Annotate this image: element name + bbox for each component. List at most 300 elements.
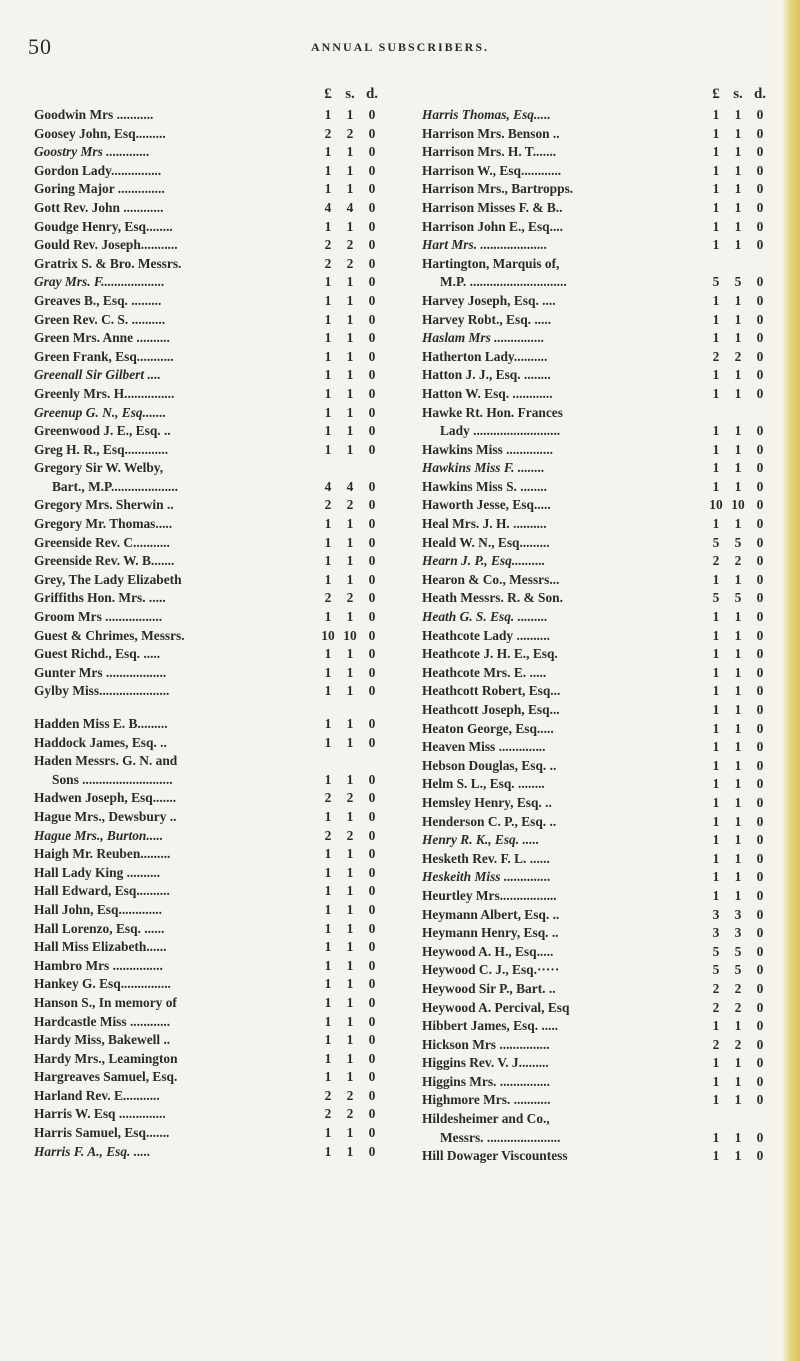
shillings-value: 1	[734, 813, 742, 829]
pounds-value: 1	[324, 516, 332, 532]
subscriber-row	[34, 366, 398, 385]
shillings-value: 1	[734, 571, 742, 587]
subscriber-name: Hill Dowager Viscountess	[422, 1148, 568, 1164]
subscriber-row	[422, 422, 786, 441]
subscriber-row	[34, 1143, 398, 1162]
subscriber-row	[34, 627, 398, 646]
pounds-value: 1	[324, 144, 332, 160]
shillings-value: 1	[346, 181, 354, 197]
subscriber-row	[34, 199, 398, 218]
pence-value: 0	[756, 553, 764, 569]
shillings-value: 1	[346, 1050, 354, 1066]
pounds-value: 4	[324, 199, 332, 215]
pence-value: 0	[756, 1148, 764, 1164]
pounds-value: 2	[324, 827, 332, 843]
subscriber-name: Gratrix S. & Bro. Messrs.	[34, 255, 182, 271]
pence-value: 0	[368, 901, 376, 917]
pounds-value: 1	[712, 125, 720, 141]
shillings-value: 1	[734, 757, 742, 773]
subscriber-row	[34, 1031, 398, 1050]
subscriber-row	[34, 589, 398, 608]
pence-value: 0	[756, 181, 764, 197]
pounds-value: 1	[712, 887, 720, 903]
subscriber-row	[422, 478, 786, 497]
subscriber-name: Hall Lady King ..........	[34, 864, 161, 880]
subscriber-row	[422, 552, 786, 571]
subscriber-row	[422, 1091, 786, 1110]
subscriber-row	[34, 827, 398, 846]
shillings-value: 3	[734, 925, 742, 941]
left-rows	[34, 106, 398, 1161]
shillings-value: 2	[346, 497, 354, 513]
pounds-value: 1	[712, 1018, 720, 1034]
pence-value: 0	[368, 385, 376, 401]
pounds-value: 1	[712, 385, 720, 401]
pence-value: 0	[368, 274, 376, 290]
pence-value: 0	[368, 646, 376, 662]
pounds-value: 1	[712, 144, 720, 160]
subscriber-name: Harris F. A., Esq. .....	[34, 1143, 151, 1159]
subscriber-row	[422, 292, 786, 311]
subscriber-name: Highmore Mrs. ...........	[422, 1092, 551, 1108]
subscriber-name: Harrison Misses F. & B..	[422, 199, 563, 215]
subscriber-row	[34, 1124, 398, 1143]
subscriber-row	[34, 385, 398, 404]
pence-value: 0	[756, 720, 764, 736]
pounds-value: 2	[324, 790, 332, 806]
subscriber-name: Greenwood J. E., Esq. ..	[34, 423, 171, 439]
shillings-value: 1	[734, 125, 742, 141]
shillings-value: 1	[734, 478, 742, 494]
pence-value: 0	[756, 850, 764, 866]
right-rows	[422, 106, 786, 1166]
pence-value: 0	[756, 943, 764, 959]
pence-value: 0	[756, 794, 764, 810]
pounds-value: 1	[712, 776, 720, 792]
subscriber-row	[422, 311, 786, 330]
pounds-value: 1	[324, 292, 332, 308]
pence-value: 0	[368, 348, 376, 364]
pounds-value: 1	[712, 869, 720, 885]
subscriber-row	[422, 1036, 786, 1055]
pence-value: 0	[368, 664, 376, 680]
pence-value: 0	[756, 1129, 764, 1145]
shillings-value: 1	[346, 864, 354, 880]
shillings-value: 1	[734, 794, 742, 810]
subscriber-row	[34, 752, 398, 771]
shillings-value: 1	[346, 920, 354, 936]
pounds-value: 1	[324, 348, 332, 364]
shillings-value: 1	[346, 939, 354, 955]
subscriber-row	[34, 771, 398, 790]
subscriber-name: Hawkins Miss S. ........	[422, 478, 548, 494]
shillings-value: 1	[346, 162, 354, 178]
shillings-value: 1	[734, 646, 742, 662]
shillings-value: 1	[346, 771, 354, 787]
pence-value: 0	[756, 144, 764, 160]
pounds-value: 2	[712, 553, 720, 569]
subscriber-name: Harrison John E., Esq....	[422, 218, 564, 234]
pence-value: 0	[756, 385, 764, 401]
subscriber-name: Heaton George, Esq.....	[422, 720, 554, 736]
pence-value: 0	[368, 497, 376, 513]
shillings-value: 1	[346, 516, 354, 532]
pence-value: 0	[368, 734, 376, 750]
subscriber-name: Greenside Rev. W. B.......	[34, 553, 175, 569]
pence-value: 0	[368, 994, 376, 1010]
subscriber-row	[422, 1110, 786, 1129]
pence-value: 0	[368, 1143, 376, 1159]
subscriber-name: Hague Mrs., Dewsbury ..	[34, 808, 177, 824]
subscriber-name: Hatton W. Esq. ............	[422, 385, 553, 401]
shillings-value: 1	[346, 683, 354, 699]
subscriber-name: Groom Mrs .................	[34, 609, 163, 625]
subscriber-name: Guest Richd., Esq. .....	[34, 646, 161, 662]
currency-header	[34, 86, 398, 106]
pounds-value: 1	[324, 1125, 332, 1141]
shillings-value: 1	[734, 181, 742, 197]
pence-value: 0	[368, 683, 376, 699]
shillings-value: 2	[346, 125, 354, 141]
pounds-value: 1	[712, 627, 720, 643]
subscriber-name: Guest & Chrimes, Messrs.	[34, 627, 185, 643]
pounds-value: 1	[324, 423, 332, 439]
pence-value: 0	[756, 683, 764, 699]
subscriber-row	[34, 645, 398, 664]
pence-value: 0	[756, 571, 764, 587]
subscriber-name: Heskeith Miss ..............	[422, 869, 551, 885]
subscriber-name: Haden Messrs. G. N. and	[34, 753, 178, 769]
shillings-value: 2	[346, 790, 354, 806]
pence-value: 0	[756, 757, 764, 773]
shillings-value: 1	[734, 144, 742, 160]
subscriber-name: Gould Rev. Joseph...........	[34, 237, 178, 253]
subscriber-name: Haworth Jesse, Esq.....	[422, 497, 551, 513]
pounds-value: 2	[712, 1036, 720, 1052]
subscriber-row	[34, 1105, 398, 1124]
subscriber-name: Heathcott Joseph, Esq...	[422, 702, 560, 717]
subscriber-name: Gylby Miss.....................	[34, 683, 170, 699]
pounds-value: 1	[324, 571, 332, 587]
subscriber-row	[34, 478, 398, 497]
pounds-value: 1	[324, 1050, 332, 1066]
subscriber-name: Heathcott Robert, Esq...	[422, 683, 561, 699]
subscriber-row	[422, 924, 786, 943]
shillings-value: 4	[346, 478, 354, 494]
pounds-value: 1	[712, 441, 720, 457]
subscriber-row	[34, 1087, 398, 1106]
pence-value: 0	[368, 716, 376, 731]
pounds-value: 1	[712, 1092, 720, 1108]
pence-value: 0	[756, 1073, 764, 1089]
pence-value: 0	[368, 311, 376, 327]
pence-value: 0	[368, 255, 376, 271]
pounds-value: 1	[324, 1143, 332, 1159]
pounds-value: 1	[324, 864, 332, 880]
pounds-value: 1	[712, 850, 720, 866]
pounds-value: 1	[712, 478, 720, 494]
pounds-value: 1	[712, 720, 720, 736]
pounds-value: 3	[712, 906, 720, 922]
subscriber-name: Goring Major ..............	[34, 181, 165, 197]
shillings-value: 1	[734, 423, 742, 439]
pence-value: 0	[756, 999, 764, 1015]
shillings-value: 1	[346, 571, 354, 587]
pence-value: 0	[368, 957, 376, 973]
pounds-value: 1	[324, 181, 332, 197]
shillings-value: 1	[346, 367, 354, 383]
subscriber-row	[34, 1013, 398, 1032]
pounds-value: 1	[324, 683, 332, 699]
subscriber-name: Heath Messrs. R. & Son.	[422, 590, 563, 606]
subscriber-name: Gordon Lady...............	[34, 162, 162, 178]
pounds-value: 5	[712, 534, 720, 550]
subscriber-row	[34, 808, 398, 827]
shillings-value: 10	[731, 497, 745, 513]
pence-value: 0	[756, 925, 764, 941]
pounds-value: 1	[324, 274, 332, 290]
subscriber-row	[34, 682, 398, 701]
subscriber-name: Hall John, Esq.............	[34, 901, 162, 917]
pence-value: 0	[368, 1013, 376, 1029]
subscriber-name: Heaven Miss ..............	[422, 739, 546, 755]
pounds-value: 1	[712, 311, 720, 327]
subscriber-name: Hearon & Co., Messrs...	[422, 571, 560, 587]
pounds-value: 2	[324, 1106, 332, 1122]
shillings-value: 1	[346, 1069, 354, 1085]
pence-value: 0	[756, 646, 764, 662]
pounds-value: 1	[712, 1073, 720, 1089]
pounds-value: 1	[712, 683, 720, 699]
pounds-value: 1	[324, 404, 332, 420]
pence-value: 0	[756, 292, 764, 308]
pounds-value: 1	[324, 939, 332, 955]
subscriber-row	[422, 571, 786, 590]
subscriber-row	[34, 920, 398, 939]
subscriber-row	[422, 999, 786, 1018]
pence-value: 0	[756, 962, 764, 978]
shillings-value: 1	[734, 609, 742, 625]
pence-value: 0	[368, 181, 376, 197]
shillings-value: 1	[346, 534, 354, 550]
subscriber-name: Harrison Mrs. Benson ..	[422, 125, 560, 141]
pence-value: 0	[368, 790, 376, 806]
pounds-value: 1	[712, 1129, 720, 1145]
pounds-value: 2	[324, 590, 332, 606]
pence-value: 0	[756, 460, 764, 476]
shillings-value: 5	[734, 962, 742, 978]
shillings-value: 1	[734, 162, 742, 178]
pence-value: 0	[368, 846, 376, 862]
shillings-value: 1	[346, 441, 354, 457]
pence-value: 0	[368, 218, 376, 234]
shillings-value: 1	[734, 850, 742, 866]
shillings-value: 2	[734, 348, 742, 364]
pounds-value: 1	[324, 385, 332, 401]
pence-value: 0	[756, 218, 764, 234]
subscriber-row	[34, 218, 398, 237]
pence-value: 0	[756, 776, 764, 792]
subscriber-row	[422, 961, 786, 980]
shillings-value: 1	[734, 460, 742, 476]
pounds-value: 1	[712, 181, 720, 197]
subscriber-row	[422, 887, 786, 906]
subscriber-row	[422, 775, 786, 794]
shillings-value: 4	[346, 199, 354, 215]
pounds-value: 1	[712, 739, 720, 755]
subscriber-name: Hardy Mrs., Leamington	[34, 1050, 178, 1066]
subscriber-row	[422, 645, 786, 664]
pounds-value: 1	[712, 832, 720, 848]
subscriber-row	[34, 496, 398, 515]
pence-value: 0	[368, 1032, 376, 1048]
subscriber-name: Green Rev. C. S. ..........	[34, 311, 166, 327]
pounds-value: 5	[712, 274, 720, 290]
pence-value: 0	[756, 1018, 764, 1034]
subscriber-name: Hebson Douglas, Esq. ..	[422, 757, 557, 773]
currency-header	[422, 86, 786, 106]
left-subscriber-column	[34, 86, 398, 1161]
subscriber-row	[422, 589, 786, 608]
subscriber-name: Hatton J. J., Esq. ........	[422, 367, 551, 383]
pounds-header: £	[324, 86, 332, 102]
shillings-value: 1	[346, 274, 354, 290]
subscriber-row	[34, 459, 398, 478]
subscriber-name: Heymann Henry, Esq. ..	[422, 925, 559, 941]
subscriber-name: Gray Mrs. F...................	[34, 274, 165, 290]
pence-value: 0	[756, 627, 764, 643]
pence-value: 0	[368, 330, 376, 346]
pence-value: 0	[756, 516, 764, 532]
pence-value: 0	[756, 199, 764, 215]
pence-value: 0	[368, 864, 376, 880]
subscriber-name: Hawkins Miss ..............	[422, 441, 553, 457]
pence-value: 0	[756, 980, 764, 996]
subscriber-name: Heywood A. Percival, Esq	[422, 999, 570, 1015]
pence-value: 0	[368, 292, 376, 308]
shillings-value: 1	[346, 1143, 354, 1159]
pence-value: 0	[756, 348, 764, 364]
subscriber-name: Heath G. S. Esq. .........	[422, 609, 548, 625]
shillings-value: 2	[734, 1036, 742, 1052]
subscriber-name: Hickson Mrs ...............	[422, 1036, 550, 1052]
shillings-value: 1	[346, 348, 354, 364]
shillings-value: 1	[346, 1013, 354, 1029]
subscriber-row	[34, 571, 398, 590]
shillings-value: 1	[734, 702, 742, 717]
pounds-value: 1	[324, 1069, 332, 1085]
pounds-value: 1	[324, 808, 332, 824]
shillings-value: 1	[346, 646, 354, 662]
shillings-value: 1	[346, 311, 354, 327]
pence-value: 0	[756, 162, 764, 178]
subscriber-row	[422, 404, 786, 423]
subscriber-name: Griffiths Hon. Mrs. .....	[34, 590, 166, 606]
subscriber-row	[422, 534, 786, 553]
shillings-value: 1	[734, 237, 742, 253]
pounds-value: 1	[712, 813, 720, 829]
shillings-value: 5	[734, 274, 742, 290]
pence-value: 0	[756, 609, 764, 625]
pence-value: 0	[756, 478, 764, 494]
pounds-value: 2	[324, 237, 332, 253]
pence-value: 0	[368, 1125, 376, 1141]
shillings-value: 2	[346, 1106, 354, 1122]
pence-value: 0	[756, 1055, 764, 1071]
pounds-value: 1	[324, 534, 332, 550]
subscriber-name: Greenside Rev. C...........	[34, 534, 170, 550]
pounds-value: 2	[712, 999, 720, 1015]
subscriber-row	[422, 757, 786, 776]
pounds-value: 1	[324, 646, 332, 662]
pence-value: 0	[756, 813, 764, 829]
subscriber-row	[34, 125, 398, 144]
subscriber-name: Hambro Mrs ...............	[34, 957, 163, 973]
pence-value: 0	[756, 869, 764, 885]
pence-value: 0	[368, 125, 376, 141]
subscriber-name: Sons ...........................	[52, 771, 173, 787]
subscriber-name: Hadden Miss E. B.........	[34, 716, 168, 731]
shillings-value: 1	[346, 808, 354, 824]
pounds-value: 1	[324, 883, 332, 899]
shillings-value: 1	[734, 664, 742, 680]
pounds-value: 1	[712, 794, 720, 810]
shillings-value: 1	[346, 107, 354, 122]
shillings-value: 2	[346, 237, 354, 253]
pence-value: 0	[368, 144, 376, 160]
pounds-value: 2	[324, 1087, 332, 1103]
shillings-value: 1	[734, 832, 742, 848]
shillings-value: 1	[346, 292, 354, 308]
pence-value: 0	[368, 1069, 376, 1085]
right-subscriber-column	[422, 86, 786, 1166]
pence-value: 0	[756, 590, 764, 606]
subscriber-row	[422, 329, 786, 348]
subscriber-row	[422, 106, 786, 125]
subscriber-name: Green Mrs. Anne ..........	[34, 330, 170, 346]
shillings-value: 5	[734, 943, 742, 959]
pounds-value: 1	[324, 553, 332, 569]
subscriber-name: Higgins Rev. V. J.........	[422, 1055, 549, 1071]
pounds-value: 1	[712, 571, 720, 587]
shillings-value: 1	[346, 404, 354, 420]
pence-value: 0	[368, 1087, 376, 1103]
subscriber-name: Green Frank, Esq...........	[34, 348, 174, 364]
pounds-value: 2	[324, 125, 332, 141]
running-head: ANNUAL SUBSCRIBERS.	[310, 40, 490, 54]
pence-value: 0	[368, 883, 376, 899]
pounds-value: 1	[712, 367, 720, 383]
shillings-value: 1	[346, 957, 354, 973]
pounds-value: 10	[709, 497, 723, 513]
pence-value: 0	[368, 423, 376, 439]
shillings-value: 1	[734, 330, 742, 346]
pounds-value: 1	[712, 330, 720, 346]
pounds-value: 1	[712, 107, 720, 122]
shillings-value: 1	[346, 883, 354, 899]
pounds-value: 2	[712, 980, 720, 996]
shillings-value: 1	[346, 553, 354, 569]
shillings-value: 1	[346, 1032, 354, 1048]
pence-value: 0	[756, 497, 764, 513]
subscriber-name: Henry R. K., Esq. .....	[422, 832, 540, 848]
pence-header: d.	[753, 86, 767, 102]
shillings-value: 1	[734, 683, 742, 699]
subscriber-row	[422, 180, 786, 199]
shillings-value: 1	[346, 994, 354, 1010]
shillings-value: 1	[346, 330, 354, 346]
subscriber-row	[422, 459, 786, 478]
